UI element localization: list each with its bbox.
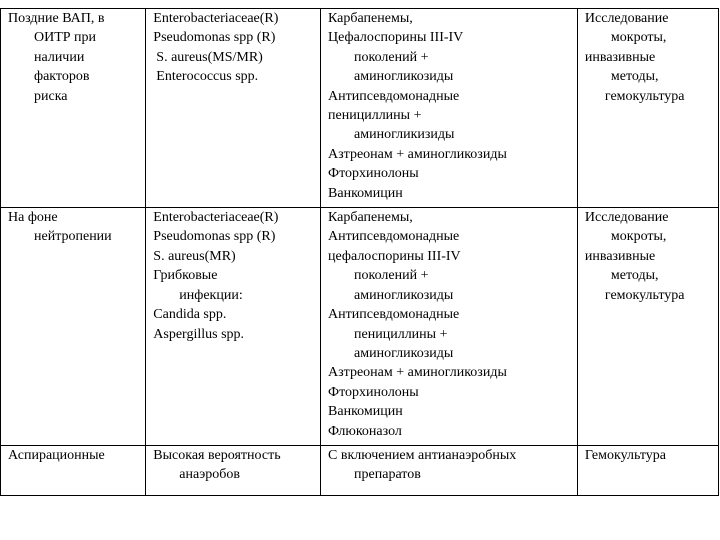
cell-line: поколений + (354, 268, 429, 284)
cell-line: ОИТР при (34, 30, 97, 46)
cell-line: Candida spp. (153, 307, 227, 323)
diagnostics-cell (577, 445, 718, 495)
cell-line: Карбапенемы, (328, 11, 413, 26)
cell-line: Фторхинолоны (328, 166, 419, 182)
cell-line: Азтреонам + аминогликозиды (328, 146, 507, 162)
cell-line: препаратов (354, 467, 421, 483)
cell-line: аминогликозиды (354, 345, 454, 361)
cell-line: Исследование (584, 210, 669, 226)
cell-line: Enterobacteriaceae(R) (153, 11, 279, 26)
pathogens-cell (146, 445, 321, 495)
cell-line: Enterococcus spp. (156, 69, 259, 85)
cell-line: Поздние ВАП, в (8, 11, 105, 26)
cell-line: Аспирационные (8, 447, 105, 463)
cell-line: S. aureus(MS/MR) (156, 49, 263, 65)
cell-line: анаэробов (179, 467, 240, 483)
cell-line: Исследование (584, 11, 669, 26)
cell-line: На фоне (8, 210, 58, 226)
cell-line: гемокультура (604, 287, 685, 303)
pathogens-cell (146, 208, 321, 446)
cell-line: гемокультура (604, 88, 685, 104)
cell-line: Ванкомицин (328, 404, 403, 420)
cell-line: Высокая вероятность (153, 447, 281, 463)
cell-line: Гемокультура (584, 447, 666, 463)
therapy-cell (321, 208, 578, 446)
group-cell (1, 9, 146, 208)
cell-line: С включением антианаэробных (328, 447, 517, 463)
pathogens-cell (146, 9, 321, 208)
cell-line: Антипсевдомонадные (328, 88, 460, 104)
cell-line: факторов (34, 69, 90, 85)
group-cell (1, 208, 146, 446)
cell-line: наличии (34, 49, 85, 65)
therapy-cell (321, 9, 578, 208)
cell-line: пенициллины + (354, 326, 448, 342)
cell-line: Ванкомицин (328, 185, 403, 201)
table-row (1, 208, 719, 446)
cell-line: Фторхинолоны (328, 384, 419, 400)
cell-line: Азтреонам + аминогликозиды (328, 365, 507, 381)
diagnostics-cell (577, 9, 718, 208)
cell-line: S. aureus(MR) (153, 248, 236, 264)
cell-line: пенициллины + (328, 108, 422, 124)
cell-line: аминогликозиды (354, 69, 454, 85)
cell-line: риска (34, 88, 68, 104)
cell-line: Цефалоспорины III-IV (328, 30, 464, 46)
diagnostics-cell (577, 208, 718, 446)
cell-line: нейтропении (34, 229, 112, 245)
cell-line: Грибковые (153, 268, 218, 284)
cell-line: Enterobacteriaceae(R) (153, 210, 279, 226)
cell-line: Pseudomonas spp (R) (153, 229, 276, 245)
cell-line: инвазивные (584, 248, 656, 264)
cell-line: мокроты, (610, 229, 667, 245)
cell-line: инвазивные (584, 49, 656, 65)
pneumonia-treatment-table (0, 8, 719, 496)
cell-line: Pseudomonas spp (R) (153, 30, 276, 46)
group-cell (1, 445, 146, 495)
cell-line: инфекции: (179, 287, 243, 303)
therapy-cell (321, 445, 578, 495)
cell-line: методы, (610, 69, 659, 85)
cell-line: цефалоспорины III-IV (328, 248, 461, 264)
cell-line: поколений + (354, 49, 429, 65)
cell-line: аминогликизиды (354, 127, 455, 143)
cell-line: аминогликозиды (354, 287, 454, 303)
cell-line: мокроты, (610, 30, 667, 46)
table-row (1, 445, 719, 495)
cell-line: Флюконазол (328, 423, 402, 439)
cell-line: методы, (610, 268, 659, 284)
cell-line: Антипсевдомонадные (328, 229, 460, 245)
cell-line: Антипсевдомонадные (328, 307, 460, 323)
table-row (1, 9, 719, 208)
cell-line: Aspergillus spp. (153, 326, 245, 342)
cell-line: Карбапенемы, (328, 210, 413, 226)
